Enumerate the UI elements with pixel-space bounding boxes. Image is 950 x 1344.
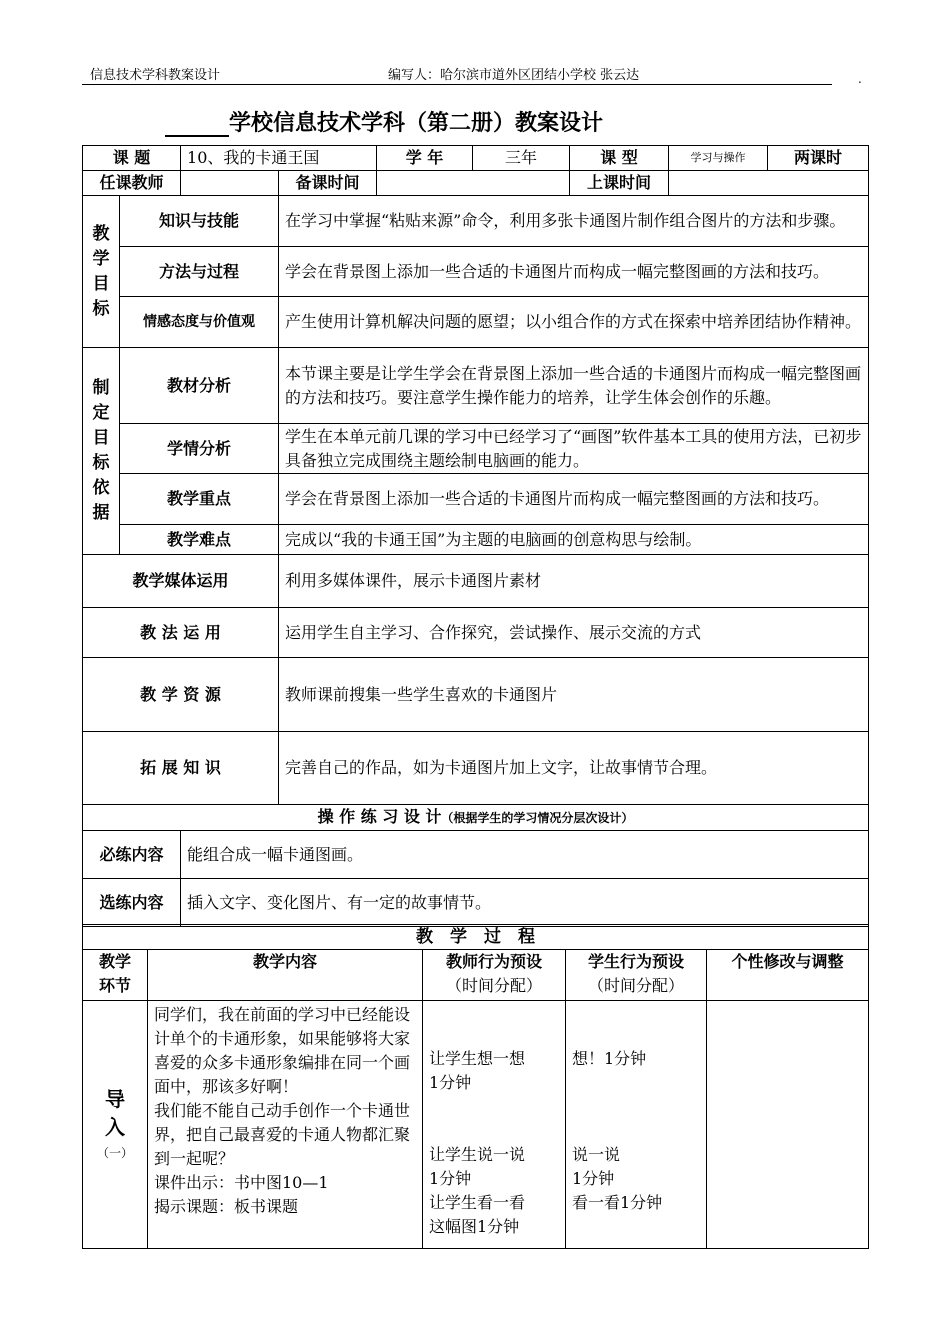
type-label: 课 型 bbox=[570, 146, 669, 171]
goal-text-knowledge: 在学习中掌握“粘贴来源”命令，利用多张卡通图片制作组合图片的方法和步骤。 bbox=[279, 196, 869, 247]
goal-label-knowledge: 知识与技能 bbox=[120, 196, 279, 247]
stage-intro: 导 入 （一） bbox=[83, 1001, 148, 1249]
resource-label: 教 学 资 源 bbox=[83, 658, 279, 732]
method-label: 教 法 运 用 bbox=[83, 608, 279, 658]
goal-text-attitude: 产生使用计算机解决问题的愿望；以小组合作的方式在探索中培养团结协作精神。 bbox=[279, 297, 869, 348]
adjust-header: 个性修改与调整 bbox=[707, 950, 869, 1001]
student-header: 学生行为预设 （时间分配） bbox=[566, 950, 707, 1001]
class-value bbox=[669, 171, 869, 196]
basis-text-difficulty: 完成以“我的卡通王国”为主题的电脑画的创意构思与绘制。 bbox=[279, 525, 869, 555]
header-rule bbox=[82, 84, 832, 85]
goal-text-method: 学会在背景图上添加一些合适的卡通图片而构成一幅完整图画的方法和技巧。 bbox=[279, 247, 869, 297]
practice-title: 操 作 练 习 设 计（根据学生的学习情况分层次设计） bbox=[83, 805, 869, 831]
header-author: 编写人：哈尔滨市道外区团结小学校 张云达 bbox=[388, 68, 640, 83]
goals-table bbox=[82, 195, 869, 555]
process-title: 教 学 过 程 bbox=[83, 925, 869, 950]
optional-label: 选练内容 bbox=[83, 879, 181, 927]
header-left: 信息技术学科教案设计 bbox=[90, 68, 221, 83]
basis-label-students: 学情分析 bbox=[120, 424, 279, 474]
resource-text: 教师课前搜集一些学生喜欢的卡通图片 bbox=[279, 658, 869, 732]
hours-value: 两课时 bbox=[768, 146, 869, 171]
intro-content: 同学们，我在前面的学习中已经能设计单个的卡通形象，如果能够将大家喜爱的众多卡通形象编排在同一个画面中，那该多好啊！ 我们能不能自己动手创作一个卡通世界，把自己最喜爱的卡通人物都汇聚到一起呢？ 课件出示：书中图10—1 揭示课题：板书课题 bbox=[148, 1001, 423, 1249]
media-text: 利用多媒体课件，展示卡通图片素材 bbox=[279, 555, 869, 608]
practice-table bbox=[82, 804, 869, 927]
media-label: 教学媒体运用 bbox=[83, 555, 279, 608]
extension-text: 完善自己的作品，如为卡通图片加上文字，让故事情节合理。 bbox=[279, 732, 869, 805]
goals-label: 教 学 目 标 bbox=[83, 196, 120, 348]
teacher-label: 任课教师 bbox=[83, 171, 181, 196]
stage-header: 教学 环节 bbox=[83, 950, 148, 1001]
lesson-label: 课 题 bbox=[83, 146, 181, 171]
extension-label: 拓 展 知 识 bbox=[83, 732, 279, 805]
prep-label: 备课时间 bbox=[279, 171, 377, 196]
header-dot: . bbox=[858, 72, 862, 86]
grade-label: 学 年 bbox=[377, 146, 473, 171]
method-text: 运用学生自主学习、合作探究，尝试操作、展示交流的方式 bbox=[279, 608, 869, 658]
required-label: 必练内容 bbox=[83, 831, 181, 879]
type-value: 学习与操作 bbox=[669, 146, 768, 171]
intro-student: 想！1分钟 说一说 1分钟 看一看1分钟 bbox=[566, 1001, 707, 1249]
process-table bbox=[82, 924, 869, 1249]
title-blank bbox=[165, 115, 229, 137]
lesson-value: 10、我的卡通王国 bbox=[181, 146, 377, 171]
intro-adjust bbox=[707, 1001, 869, 1249]
basis-label-difficulty: 教学难点 bbox=[120, 525, 279, 555]
grade-value: 三年 bbox=[473, 146, 570, 171]
content-header: 教学内容 bbox=[148, 950, 423, 1001]
optional-text: 插入文字、变化图片、有一定的故事情节。 bbox=[181, 879, 869, 927]
teacher-value bbox=[181, 171, 279, 196]
resources-table bbox=[82, 554, 869, 805]
class-label: 上课时间 bbox=[570, 171, 669, 196]
goal-label-attitude: 情感态度与价值观 bbox=[120, 297, 279, 348]
basis-label-key: 教学重点 bbox=[120, 474, 279, 525]
page-title: 学校信息技术学科（第二册）教案设计 bbox=[165, 106, 603, 137]
basis-text-material: 本节课主要是让学生学会在背景图上添加一些合适的卡通图片而构成一幅完整图画的方法和技巧。要注意学生操作能力的培养，让学生体会创作的乐趣。 bbox=[279, 348, 869, 424]
intro-teacher: 让学生想一想 1分钟 让学生说一说 1分钟 让学生看一看 这幅图1分钟 bbox=[423, 1001, 566, 1249]
prep-value bbox=[377, 171, 570, 196]
teacher-header: 教师行为预设 （时间分配） bbox=[423, 950, 566, 1001]
basis-label: 制 定 目 标 依 据 bbox=[83, 348, 120, 555]
goal-label-method: 方法与过程 bbox=[120, 247, 279, 297]
basis-label-material: 教材分析 bbox=[120, 348, 279, 424]
lesson-plan-table bbox=[82, 145, 869, 196]
required-text: 能组合成一幅卡通图画。 bbox=[181, 831, 869, 879]
basis-text-key: 学会在背景图上添加一些合适的卡通图片而构成一幅完整图画的方法和技巧。 bbox=[279, 474, 869, 525]
practice-subtitle: （根据学生的学习情况分层次设计） bbox=[441, 811, 634, 825]
basis-text-students: 学生在本单元前几课的学习中已经学习了“画图”软件基本工具的使用方法，已初步具备独立完成围绕主题绘制电脑画的能力。 bbox=[279, 424, 869, 474]
